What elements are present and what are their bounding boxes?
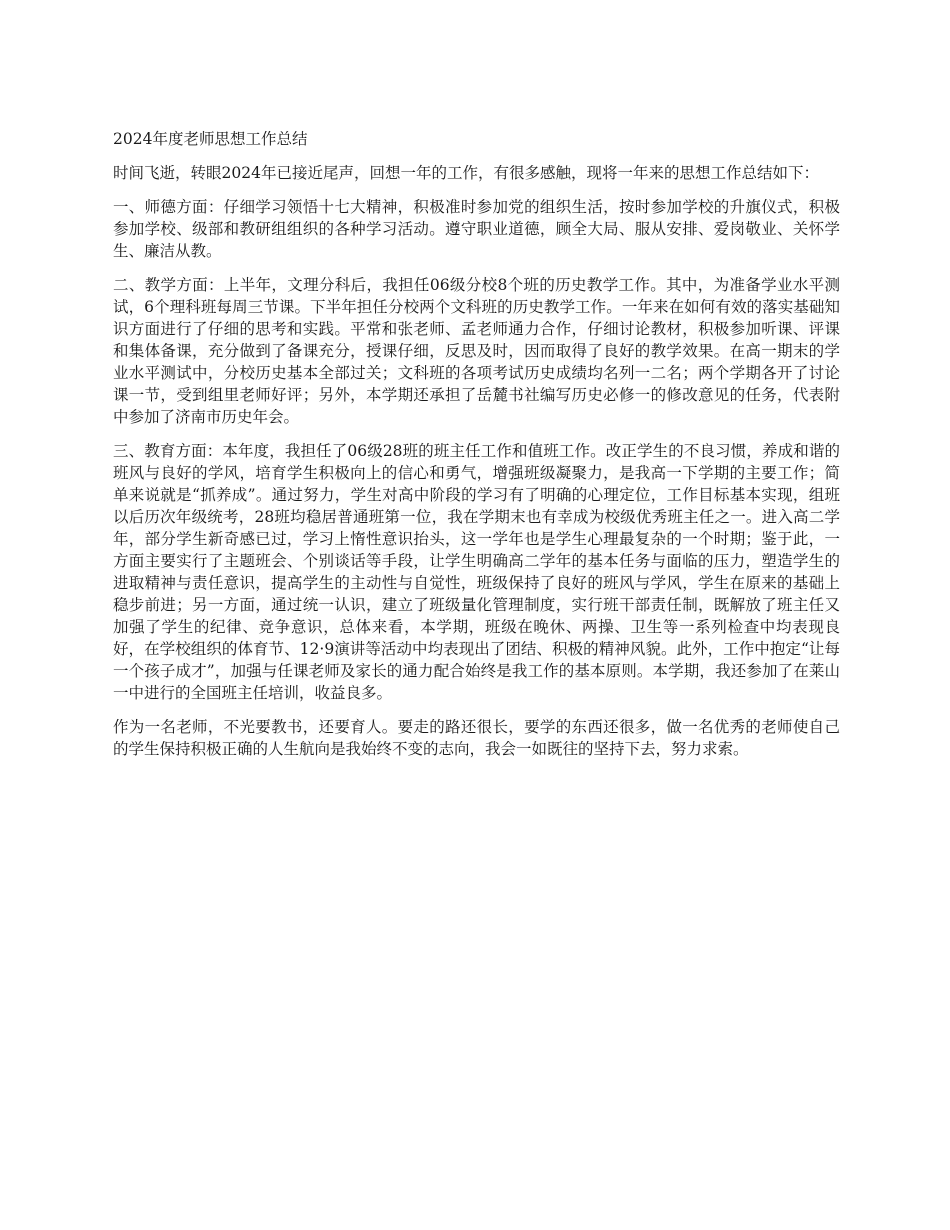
paragraph-education: 三、教育方面：本年度，我担任了06级28班的班主任工作和值班工作。改正学生的不良习惯，养成和谐的班风与良好的学风，培育学生积极向上的信心和勇气，增强班级凝聚力，是我高一下学期的主要工作；简单来说就是“抓养成”。通过努力，学生对高中阶段的学习有了明确的心理定位，工作目标基本实现，组班以后历次年级统考，28班均稳居普通班第一位，我在学期末也有幸成为校级优秀班主任之一。进入高二学年，部分学生新奇感已过，学习上惰性意识抬头，这一学年也是学生心理最复杂的一个时期；鉴于此，一方面主要实行了主题班会、个别谈话等手段，让学生明确高二学年的基本任务与面临的压力，塑造学生的进取精神与责任意识，提高学生的主动性与自觉性，班级保持了良好的班风与学风，学生在原来的基础上稳步前进；另一方面，通过统一认识，建立了班级量化管理制度，实行班干部责任制，既解放了班主任又加强了学生的纪律、竞争意识，总体来看，本学期，班级在晚休、两操、卫生等一系列检查中均表现良好，在学校组织的体育节、12·9演讲等活动中均表现出了团结、积极的精神风貌。此外，工作中抱定“让每一个孩子成才”，加强与任课老师及家长的通力配合始终是我工作的基本原则。本学期，我还参加了在莱山一中进行的全国班主任培训，收益良多。 <box>113 442 840 702</box>
paragraph-conclusion: 作为一名老师，不光要教书，还要育人。要走的路还很长，要学的东西还很多，做一名优秀的老师使自己的学生保持积极正确的人生航向是我始终不变的志向，我会一如既往的坚持下去，努力求索。 <box>113 718 840 758</box>
paragraph-intro: 时间飞逝，转眼2024年已接近尾声，回想一年的工作，有很多感触，现将一年来的思想工作总结如下： <box>113 164 819 182</box>
paragraph-teaching: 二、教学方面：上半年，文理分科后，我担任06级分校8个班的历史教学工作。其中，为准备学业水平测试，6个理科班每周三节课。下半年担任分校两个文科班的历史教学工作。一年来在如何有效的落实基础知识方面进行了仔细的思考和实践。平常和张老师、孟老师通力合作，仔细讨论教材，积极参加听课、评课和集体备课，充分做到了备课充分，授课仔细，反思及时，因而取得了良好的教学效果。在高一期末的学业水平测试中，分校历史基本全部过关；文科班的各项考试历史成绩均名列一二名；两个学期各开了讨论课一节，受到组里老师好评；另外，本学期还承担了岳麓书社编写历史必修一的修改意见的任务，代表附中参加了济南市历史年会。 <box>113 276 840 426</box>
paragraph-ethics: 一、师德方面：仔细学习领悟十七大精神，积极准时参加党的组织生活，按时参加学校的升旗仪式，积极参加学校、级部和教研组组织的各种学习活动。遵守职业道德，顾全大局、服从安排、爱岗敬业、关怀学生、廉洁从教。 <box>113 198 840 260</box>
document-body <box>113 128 840 772</box>
document-title: 2024年度老师思想工作总结 <box>113 130 308 148</box>
